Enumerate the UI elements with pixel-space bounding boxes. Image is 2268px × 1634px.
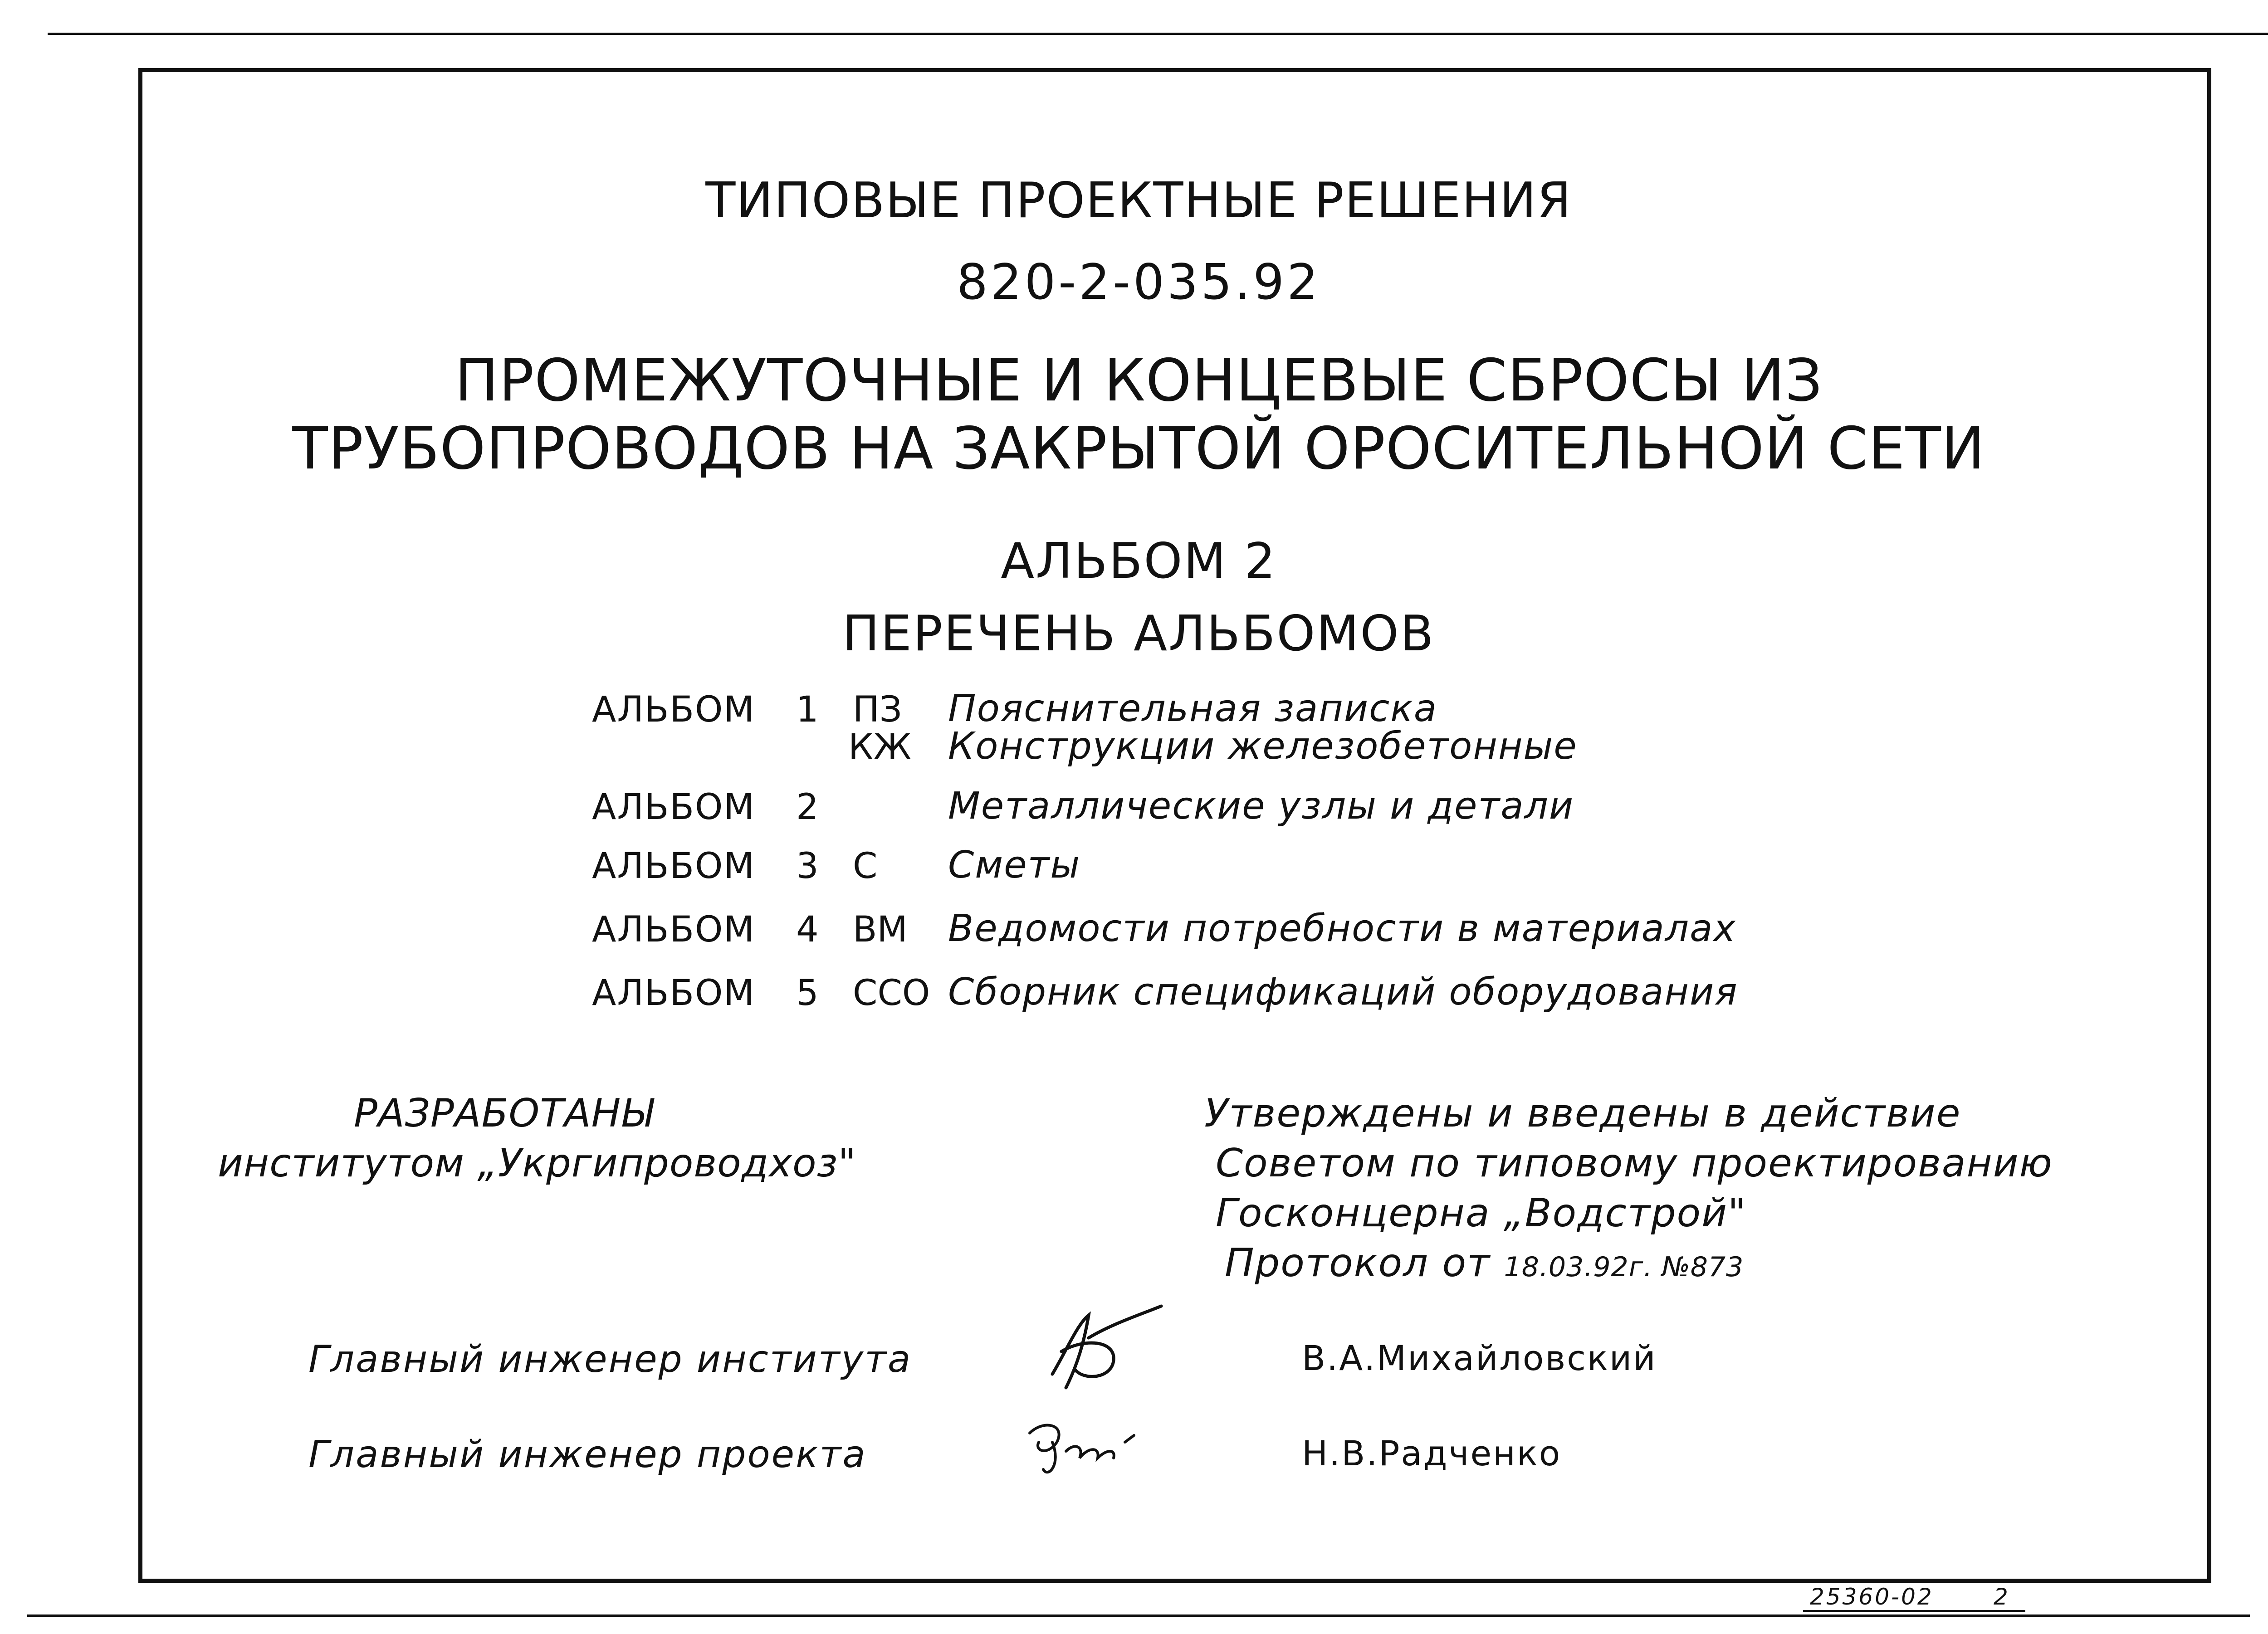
album-code: ВМ — [853, 909, 908, 950]
project-title-line-1: ПРОМЕЖУТОЧНЫЕ И КОНЦЕВЫЕ СБРОСЫ ИЗ — [455, 347, 1823, 415]
series-title: ТИПОВЫЕ ПРОЕКТНЫЕ РЕШЕНИЯ — [705, 172, 1572, 229]
album-label: АЛЬБОМ — [592, 909, 755, 950]
project-title-line-2: ТРУБОПРОВОДОВ НА ЗАКРЫТОЙ ОРОСИТЕЛЬНОЙ СЕТИ — [292, 415, 1985, 483]
album-number: 3 — [796, 846, 819, 887]
album-title: Конструкции железобетонные — [948, 725, 1578, 768]
signature-chief-engineer-project — [1021, 1415, 1157, 1488]
developed-heading: РАЗРАБОТАНЫ — [354, 1091, 654, 1136]
signatory-role: Главный инженер института — [308, 1338, 912, 1381]
album-code: КЖ — [848, 727, 912, 768]
footer-underline — [1803, 1610, 2025, 1612]
developer-institute: институтом „Укргипроводхоз" — [218, 1141, 856, 1186]
document-code: 25360-02 — [1810, 1584, 1934, 1610]
approval-line-1: Утверждены и введены в действие — [1204, 1091, 1961, 1136]
project-code: 820-2-035.92 — [957, 254, 1321, 311]
signatory-name: В.А.Михайловский — [1302, 1338, 1657, 1378]
album-label: АЛЬБОМ — [592, 689, 755, 730]
signature-chief-engineer-institute — [1034, 1297, 1170, 1401]
signatory-role: Главный инженер проекта — [308, 1433, 867, 1476]
album-code: ССО — [853, 973, 930, 1014]
bottom-trim-line — [27, 1614, 2250, 1617]
approval-protocol — [1225, 1240, 1744, 1286]
album-number: 4 — [796, 909, 819, 950]
album-label: АЛЬБОМ — [592, 973, 755, 1014]
approval-line-3: Госконцерна „Водстрой" — [1216, 1190, 1747, 1236]
album-label: АЛЬБОМ — [592, 787, 755, 828]
album-number: 2 — [796, 787, 819, 828]
album-list-heading: ПЕРЕЧЕНЬ АЛЬБОМОВ — [842, 605, 1435, 662]
signatory-name: Н.В.Радченко — [1302, 1433, 1562, 1473]
top-trim-line — [48, 33, 2268, 35]
approval-line-2: Советом по типовому проектированию — [1216, 1141, 2053, 1186]
sheet-number: 2 — [1994, 1584, 2008, 1610]
protocol-label: Протокол от — [1225, 1240, 1491, 1286]
album-label: АЛЬБОМ — [592, 846, 755, 887]
album-title: Сметы — [948, 844, 1081, 887]
album-title: Пояснительная записка — [948, 687, 1437, 730]
album-number: 1 — [796, 689, 819, 730]
album-title: Металлические узлы и детали — [948, 785, 1574, 828]
album-code: ПЗ — [853, 689, 902, 730]
album-number: 5 — [796, 973, 819, 1014]
album-code: С — [853, 846, 878, 887]
album-number-heading: АЛЬБОМ 2 — [1001, 533, 1277, 590]
album-title: Сборник спецификаций оборудования — [948, 971, 1738, 1014]
protocol-date-number: 18.03.92г. №873 — [1504, 1251, 1744, 1283]
album-title: Ведомости потребности в материалах — [948, 907, 1736, 950]
